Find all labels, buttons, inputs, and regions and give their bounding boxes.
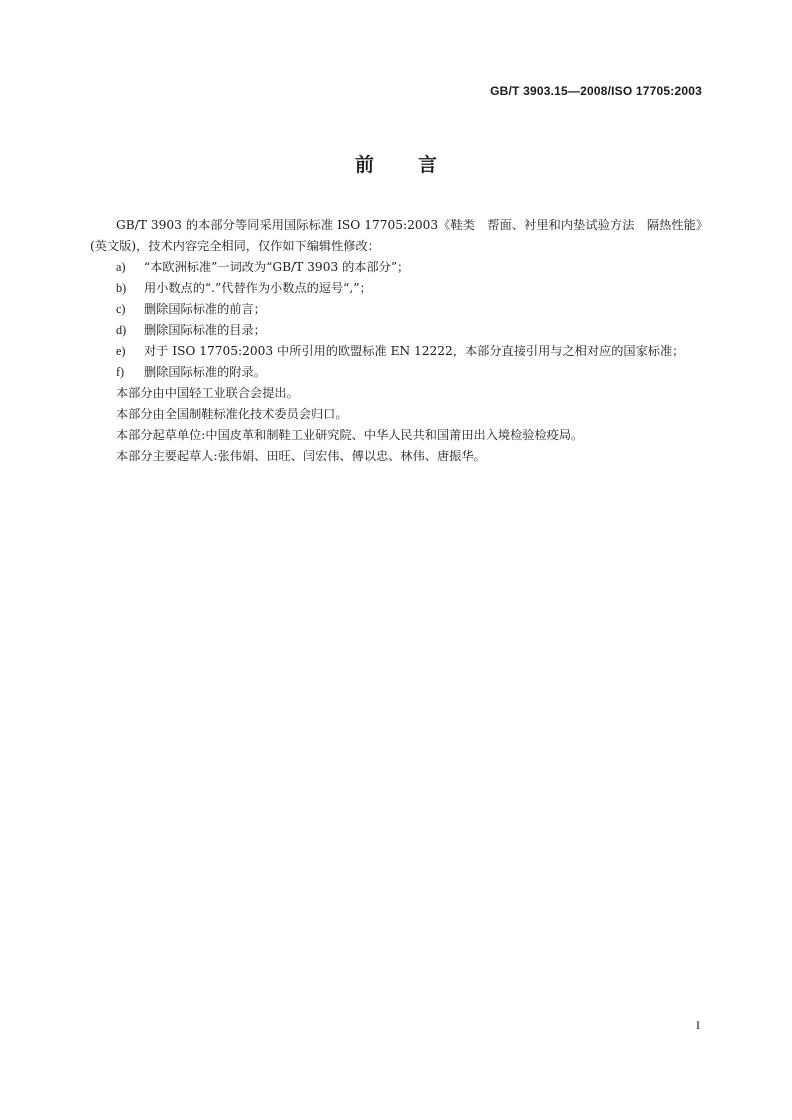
foreword-body bbox=[90, 215, 702, 467]
list-marker: e) bbox=[116, 344, 126, 358]
standard-number: GB/T 3903.15—2008/ISO 17705:2003 bbox=[490, 84, 702, 98]
list-marker: f) bbox=[116, 365, 125, 379]
list-text: 删除国际标准的附录。 bbox=[144, 365, 266, 379]
page-title: 前言 bbox=[354, 154, 481, 176]
drafting-units-paragraph: 本部分起草单位:中国皮革和制鞋工业研究院、中华人民共和国莆田出入境检验检疫局。 bbox=[116, 428, 584, 442]
list-text: 删除国际标准的前言； bbox=[144, 302, 266, 316]
list-item bbox=[90, 320, 702, 341]
list-marker: d) bbox=[116, 323, 127, 337]
list-item bbox=[90, 341, 702, 362]
list-text: 对于 ISO 17705:2003 中所引用的欧盟标准 EN 12222，本部分直接引用与之相对应的国家标准； bbox=[144, 344, 685, 358]
page-number: I bbox=[696, 1018, 700, 1032]
proposed-by-paragraph: 本部分由中国轻工业联合会提出。 bbox=[116, 386, 299, 400]
list-text: 删除国际标准的目录； bbox=[144, 323, 266, 337]
jurisdiction-paragraph: 本部分由全国制鞋标准化技术委员会归口。 bbox=[116, 407, 348, 421]
list-marker: b) bbox=[116, 281, 127, 295]
list-item bbox=[90, 362, 702, 383]
drafters-paragraph: 本部分主要起草人:张伟娟、田旺、闫宏伟、傅以忠、林伟、唐振华。 bbox=[116, 449, 486, 463]
list-text: “本欧洲标准”一词改为“GB/T 3903 的本部分”； bbox=[144, 260, 410, 274]
list-text: 用小数点的“.”代替作为小数点的逗号“,”； bbox=[144, 281, 372, 295]
list-item bbox=[90, 257, 702, 278]
list-marker: c) bbox=[116, 302, 126, 316]
list-marker: a) bbox=[116, 260, 126, 274]
intro-paragraph: GB/T 3903 的本部分等同采用国际标准 ISO 17705:2003《鞋类 帮面、衬里和内垫试验方法 隔热性能》(英文版)，技术内容完全相同，仅作如下编辑性修改： bbox=[90, 218, 702, 253]
list-item bbox=[90, 278, 702, 299]
list-item bbox=[90, 299, 702, 320]
